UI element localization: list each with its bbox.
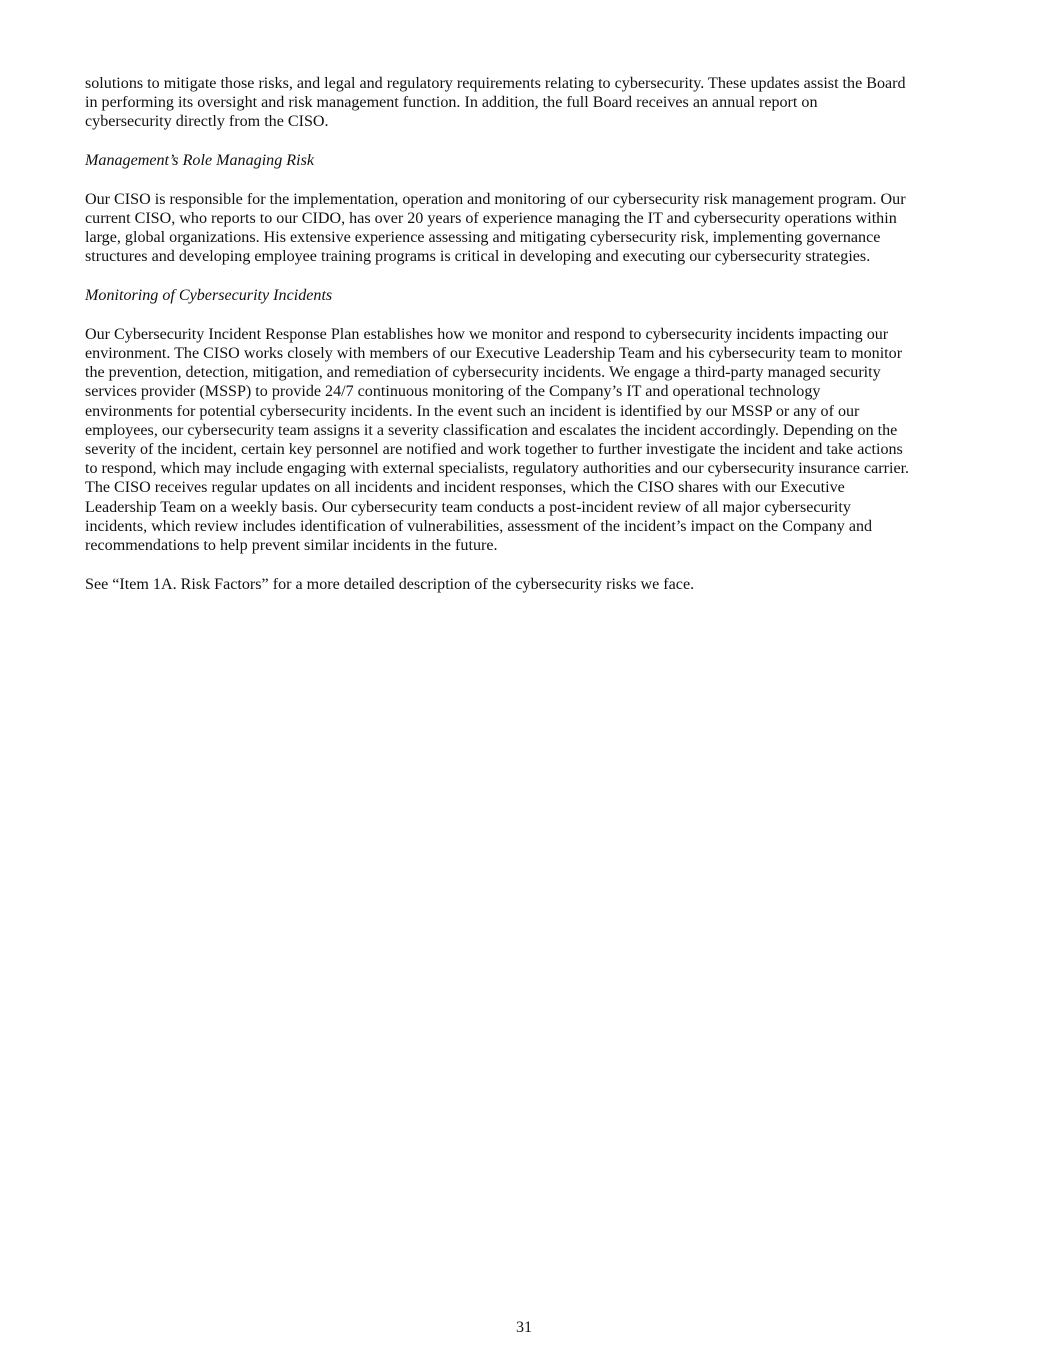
text-line: solutions to mitigate those risks, and legal and regulatory requirements relating to cybersecurity. These updates assist the Board: [85, 75, 906, 92]
text-line: severity of the incident, certain key personnel are notified and work together to further investigate the incident and take actions: [85, 441, 903, 459]
text-line: services provider (MSSP) to provide 24/7 continuous monitoring of the Company’s IT and operational technology: [85, 383, 821, 401]
document-page: [85, 74, 967, 613]
monitoring-paragraph: [85, 325, 967, 555]
text-line: structures and developing employee training programs is critical in developing and executing our cybersecurity strategies.: [85, 248, 871, 266]
text-line: Our CISO is responsible for the implementation, operation and monitoring of our cybersecurity risk management program. Our: [85, 190, 906, 208]
text-line: cybersecurity directly from the CISO.: [85, 113, 329, 131]
page-number: 31: [515, 1319, 533, 1336]
text-line: employees, our cybersecurity team assigns it a severity classification and escalates the incident accordingly. Depending on the: [85, 421, 898, 439]
text-line: in performing its oversight and risk management function. In addition, the full Board receives an annual report on: [85, 94, 818, 112]
text-line: The CISO receives regular updates on all incidents and incident responses, which the CISO shares with our Executive: [85, 479, 845, 497]
text-line: to respond, which may include engaging with external specialists, regulatory authorities and our cybersecurity insurance carrier.: [85, 460, 910, 478]
text-line: See “Item 1A. Risk Factors” for a more detailed description of the cybersecurity risks we face.: [85, 575, 695, 593]
closing-paragraph: [85, 575, 967, 594]
text-line: incidents, which review includes identification of vulnerabilities, assessment of the incident’s impact on the Company and: [85, 517, 873, 535]
text-line: current CISO, who reports to our CIDO, has over 20 years of experience managing the IT and cybersecurity operations within: [85, 210, 897, 228]
section-heading-monitoring: Monitoring of Cybersecurity Incidents: [85, 287, 333, 305]
text-line: Our Cybersecurity Incident Response Plan establishes how we monitor and respond to cybersecurity incidents impacting our: [85, 325, 889, 343]
text-line: the prevention, detection, mitigation, and remediation of cybersecurity incidents. We engage a third-party managed security: [85, 364, 881, 382]
text-line: large, global organizations. His extensive experience assessing and mitigating cybersecurity risk, implementing governance: [85, 229, 881, 247]
text-line: environment. The CISO works closely with members of our Executive Leadership Team and his cybersecurity team to monitor: [85, 345, 903, 363]
intro-paragraph: [85, 74, 967, 132]
management-paragraph: [85, 190, 967, 267]
text-line: environments for potential cybersecurity incidents. In the event such an incident is identified by our MSSP or any of our: [85, 402, 860, 420]
text-line: Leadership Team on a weekly basis. Our cybersecurity team conducts a post-incident review of all major cybersecurity: [85, 498, 851, 516]
section-heading-management: Management’s Role Managing Risk: [85, 152, 314, 170]
text-line: recommendations to help prevent similar incidents in the future.: [85, 537, 498, 555]
